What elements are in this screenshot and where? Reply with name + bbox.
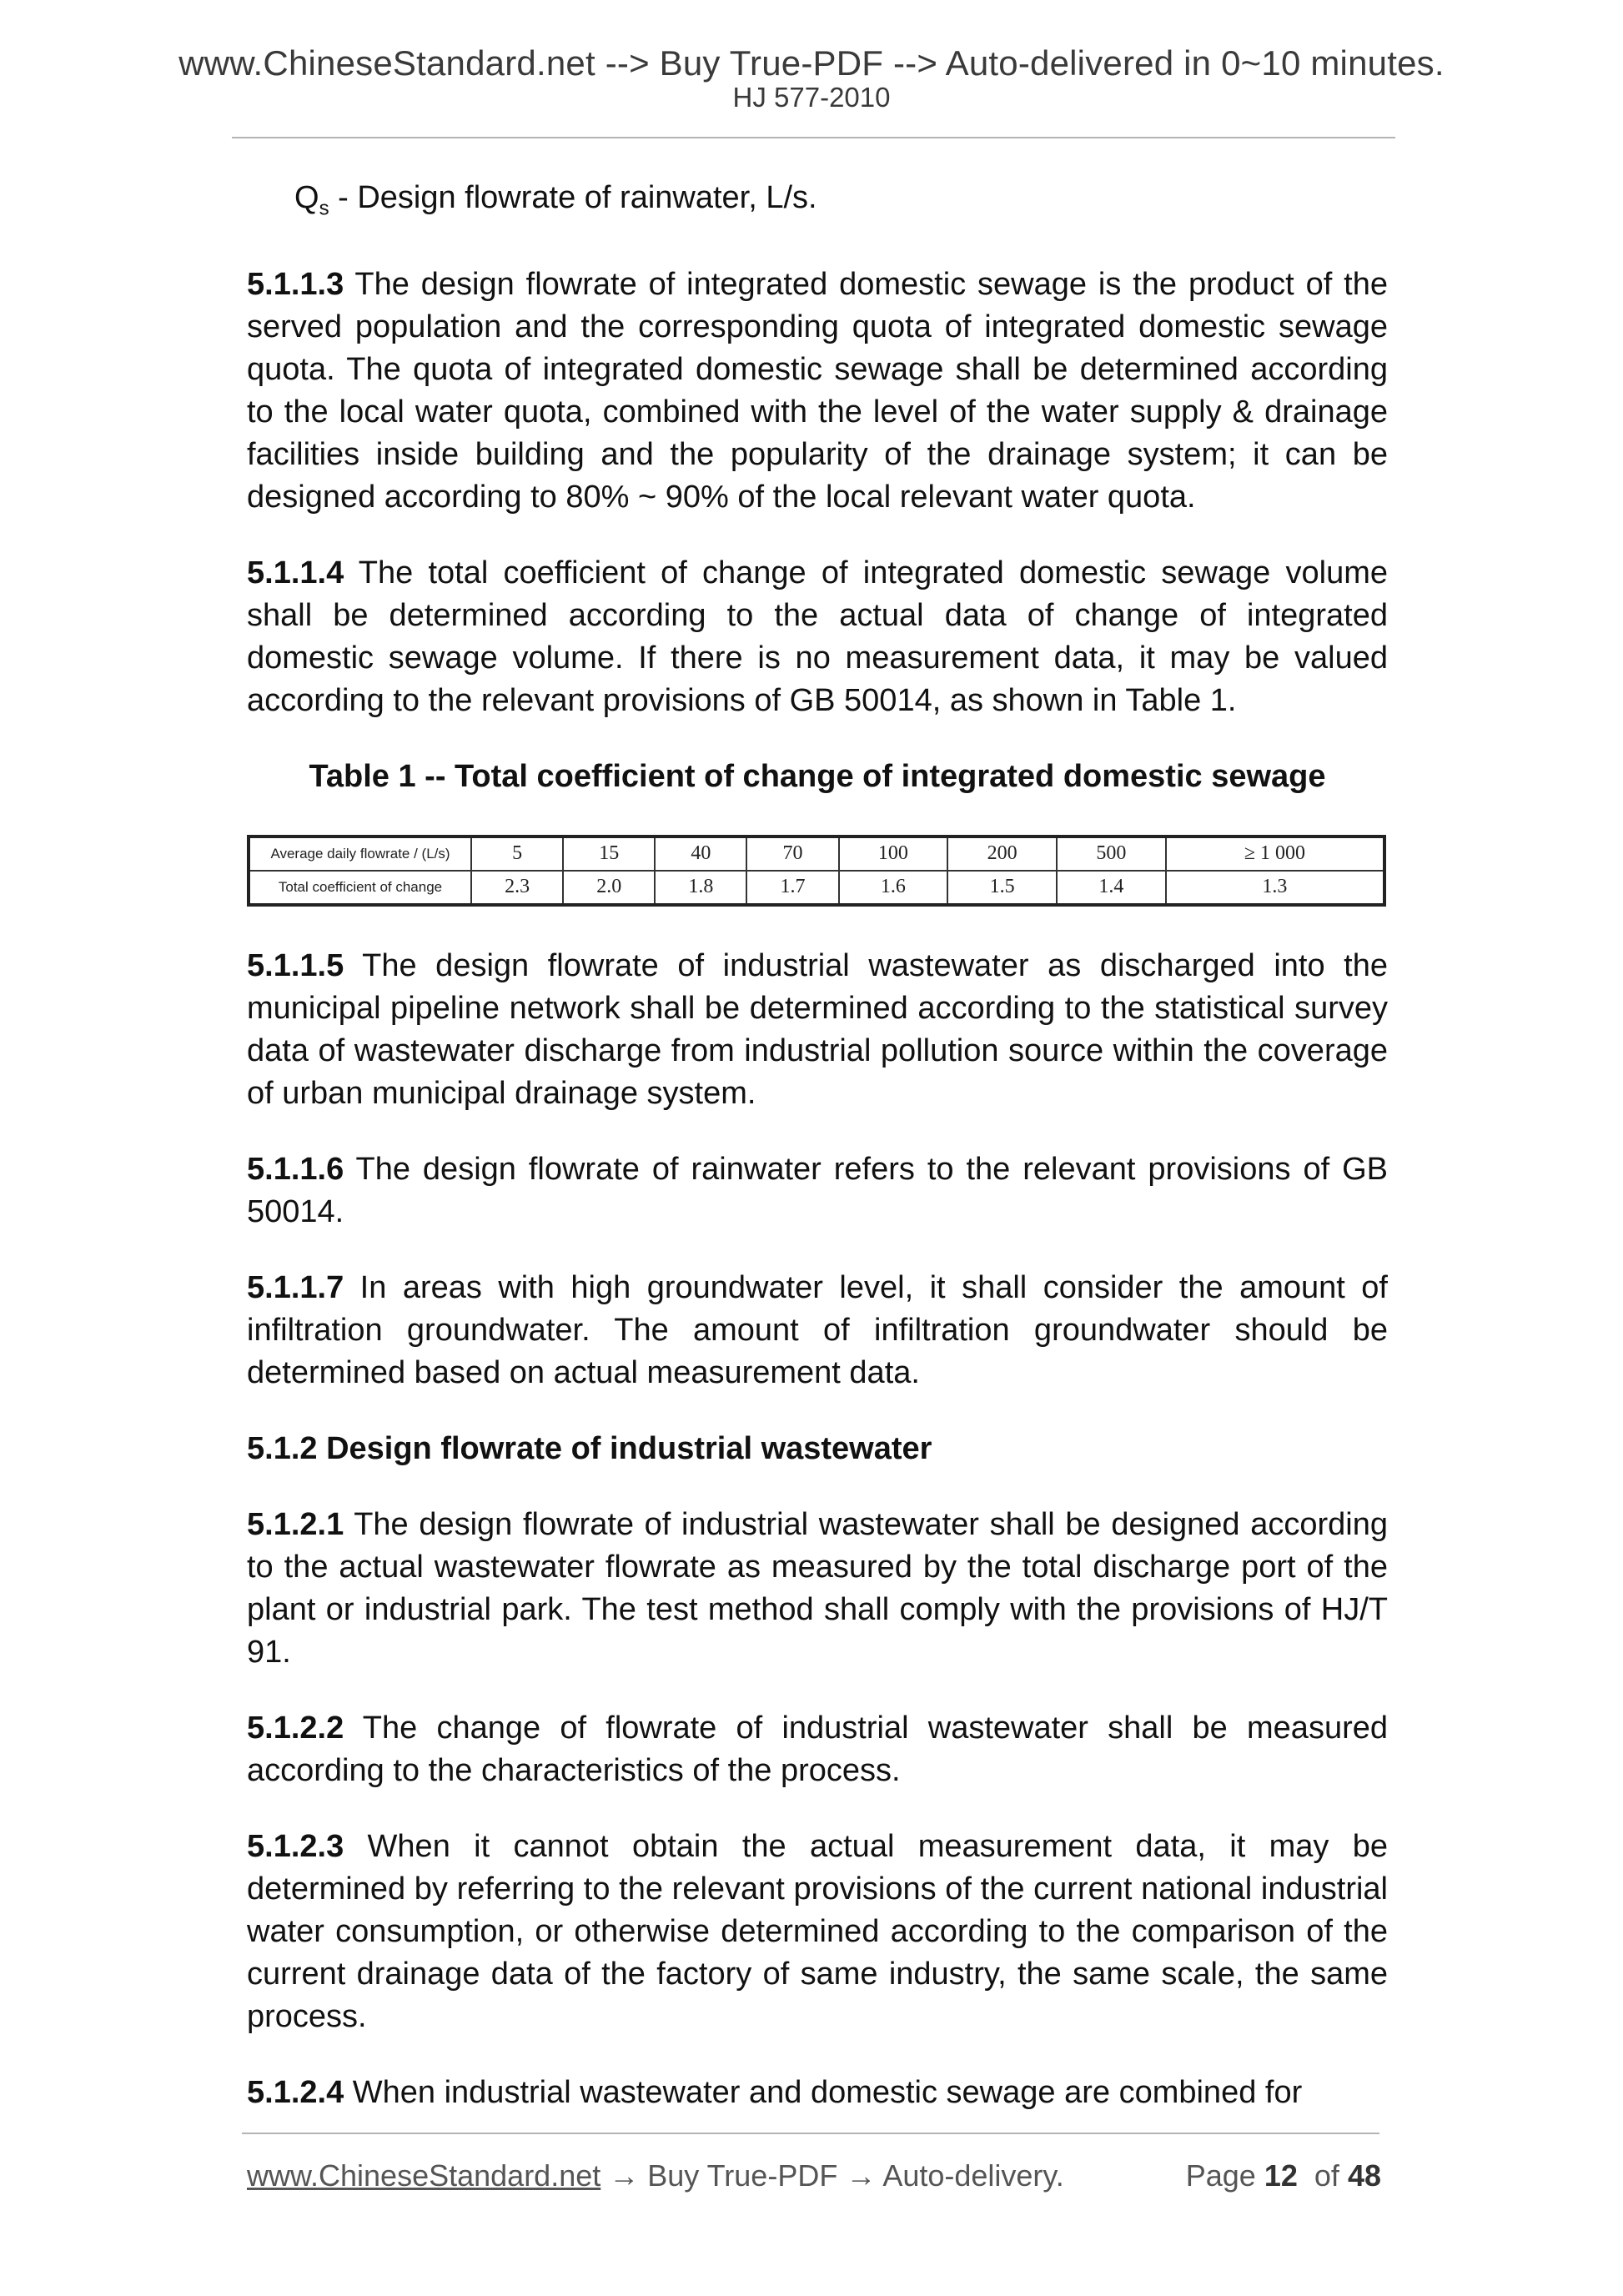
- table-cell: ≥ 1 000: [1166, 837, 1384, 871]
- table-row-flowrate: [249, 837, 1384, 871]
- qs-subscript: s: [319, 197, 329, 220]
- section-heading: 5.1.2 Design flowrate of industrial wastewater: [247, 1430, 932, 1466]
- clause-text: In areas with high groundwater level, it shall consider the amount of infiltration groundwater. The amount of infiltration groundwater should be determined based on actual measurement data.: [247, 1269, 1388, 1390]
- clause-5-1-1-4: [247, 552, 1388, 722]
- table-cell: 1.7: [746, 871, 838, 905]
- table-cell: 70: [746, 837, 838, 871]
- table-cell: 15: [563, 837, 655, 871]
- clause-number: 5.1.2.3: [247, 1828, 344, 1864]
- table-cell: 5: [471, 837, 563, 871]
- page-number: 12: [1264, 2158, 1298, 2193]
- table-cell: 2.0: [563, 871, 655, 905]
- clause-number: 5.1.1.4: [247, 555, 344, 590]
- qs-symbol: Q: [294, 180, 319, 215]
- clause-text: When it cannot obtain the actual measurement data, it may be determined by referring to the relevant provisions of the current national industrial water consumption, or otherwise determined according to the comparison of the current drainage data of the factory of same industry, the same scale, the same process.: [247, 1828, 1388, 2034]
- footer: [247, 2158, 1381, 2193]
- qs-definition: [294, 177, 1388, 230]
- clause-5-1-2-3: [247, 1826, 1388, 2038]
- table-cell: 500: [1057, 837, 1166, 871]
- clause-text: The design flowrate of industrial wastewater as discharged into the municipal pipeline network shall be determined according to the statistical survey data of wastewater discharge from industrial pollution source within the coverage of urban municipal drainage system.: [247, 947, 1388, 1111]
- table-cell: 1.3: [1166, 871, 1384, 905]
- table-cell: 40: [655, 837, 746, 871]
- footer-link[interactable]: www.ChineseStandard.net: [247, 2158, 601, 2193]
- clause-text: When industrial wastewater and domestic sewage are combined for: [344, 2074, 1303, 2110]
- coefficient-table: [247, 835, 1388, 907]
- clause-text: The total coefficient of change of integrated domestic sewage volume shall be determined according to the actual data of change of integrated domestic sewage volume. If there is no measurement data, it may be valued according to the relevant provisions of GB 50014, as shown in Table 1.: [247, 555, 1388, 718]
- page-content: [247, 177, 1388, 2148]
- table-cell: 1.8: [655, 871, 746, 905]
- clause-number: 5.1.1.3: [247, 266, 344, 302]
- clause-number: 5.1.2.2: [247, 1710, 344, 1746]
- clause-5-1-1-5: [247, 945, 1388, 1115]
- document-code: HJ 577-2010: [732, 82, 891, 113]
- clause-5-1-1-3: [247, 264, 1388, 519]
- page-label: Page: [1185, 2158, 1256, 2193]
- row-label-coefficient: Total coefficient of change: [249, 871, 471, 905]
- table-cell: 2.3: [471, 871, 563, 905]
- header-divider: [232, 137, 1395, 138]
- page-total: 48: [1347, 2158, 1381, 2193]
- table-title: Table 1 -- Total coefficient of change of integrated domestic sewage: [309, 758, 1326, 794]
- footer-text: → Buy True-PDF → Auto-delivery.: [600, 2158, 1064, 2193]
- clause-5-1-1-6: [247, 1148, 1388, 1233]
- table-cell: 100: [839, 837, 948, 871]
- table-cell: 1.5: [947, 871, 1057, 905]
- table-cell: 1.4: [1057, 871, 1166, 905]
- clause-text: The design flowrate of integrated domestic sewage is the product of the served population and the corresponding quota of integrated domestic sewage quota. The quota of integrated domestic sewage shall be determined according to the local water quota, combined with the level of the water supply & drainage facilities inside building and the popularity of the drainage system; it can be designed according to 80% ~ 90% of the local relevant water quota.: [247, 266, 1388, 515]
- table-row-coefficient: [249, 871, 1384, 905]
- clause-number: 5.1.1.7: [247, 1269, 344, 1305]
- row-label-flowrate: Average daily flowrate / (L/s): [249, 837, 471, 871]
- qs-text: - Design flowrate of rainwater, L/s.: [329, 180, 817, 215]
- clause-5-1-2-4: [247, 2072, 1388, 2114]
- clause-5-1-2-2: [247, 1707, 1388, 1792]
- clause-text: The design flowrate of industrial wastewater shall be designed according to the actual wastewater flowrate as measured by the total discharge port of the plant or industrial park. The test method shall comply with the provisions of HJ/T 91.: [247, 1506, 1388, 1670]
- table-cell: 200: [947, 837, 1057, 871]
- clause-text: The design flowrate of rainwater refers to the relevant provisions of GB 50014.: [247, 1151, 1388, 1229]
- footer-divider: [242, 2133, 1379, 2134]
- table-cell: 1.6: [839, 871, 948, 905]
- clause-5-1-1-7: [247, 1267, 1388, 1394]
- of-label: of: [1314, 2158, 1339, 2193]
- clause-number: 5.1.1.6: [247, 1151, 344, 1187]
- clause-text: The change of flowrate of industrial wastewater shall be measured according to the characteristics of the process.: [247, 1710, 1388, 1788]
- page-indicator: [1186, 2158, 1381, 2193]
- clause-5-1-2-1: [247, 1504, 1388, 1674]
- clause-number: 5.1.2.1: [247, 1506, 344, 1542]
- clause-number: 5.1.1.5: [247, 947, 344, 983]
- clause-number: 5.1.2.4: [247, 2074, 344, 2110]
- header-banner: www.ChineseStandard.net --> Buy True-PDF --> Auto-delivered in 0~10 minutes.: [178, 43, 1445, 83]
